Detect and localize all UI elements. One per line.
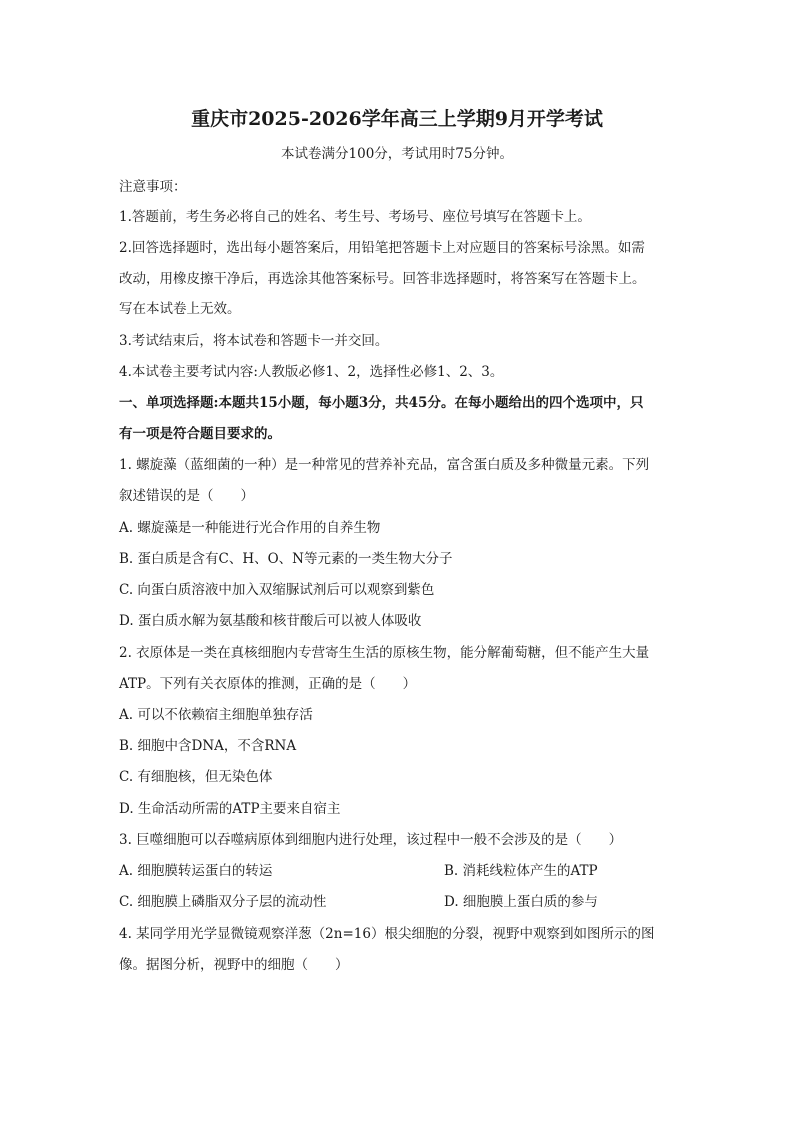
question-stem: 3. 巨噬细胞可以吞噬病原体到细胞内进行处理，该过程中一般不会涉及的是（ ） (119, 832, 623, 848)
note-item: 改动，用橡皮擦干净后，再选涂其他答案标号。回答非选择题时，将答案写在答题卡上。 (119, 271, 646, 287)
question-option: B. 消耗线粒体产生的ATP (444, 863, 598, 879)
question-option: D. 生命活动所需的ATP主要来自宿主 (119, 801, 341, 817)
question-stem: 1. 螺旋藻（蓝细菌的一种）是一种常见的营养补充品，富含蛋白质及多种微量元素。下列 (119, 457, 650, 473)
question-option: C. 细胞膜上磷脂双分子层的流动性 (119, 894, 327, 910)
question-stem: 4. 某同学用光学显微镜观察洋葱（2n=16）根尖细胞的分裂，视野中观察到如图所示的图 (119, 926, 655, 942)
question-option: A. 细胞膜转运蛋白的转运 (119, 863, 273, 879)
question-stem: 2. 衣原体是一类在真核细胞内专营寄生生活的原核生物，能分解葡萄糖，但不能产生大量 (119, 645, 650, 661)
question-option: A. 可以不依赖宿主细胞单独存活 (119, 707, 313, 723)
notes-heading: 注意事项： (119, 179, 187, 195)
question-stem: 叙述错误的是（ ） (119, 488, 254, 504)
exam-subtitle: 本试卷满分100分，考试用时75分钟。 (281, 146, 513, 162)
question-stem: 像。据图分析，视野中的细胞（ ） (119, 957, 349, 973)
question-option: C. 向蛋白质溶液中加入双缩脲试剂后可以观察到紫色 (119, 582, 435, 598)
note-item: 1.答题前，考生务必将自己的姓名、考生号、考场号、座位号填写在答题卡上。 (119, 209, 591, 225)
question-stem: ATP。下列有关衣原体的推测，正确的是（ ） (119, 676, 417, 692)
section-heading-cont: 有一项是符合题目要求的。 (119, 426, 281, 442)
question-option: D. 细胞膜上蛋白质的参与 (444, 894, 598, 910)
question-option: A. 螺旋藻是一种能进行光合作用的自养生物 (119, 520, 381, 536)
exam-title: 重庆市2025-2026学年高三上学期9月开学考试 (191, 108, 603, 130)
question-option: B. 细胞中含DNA，不含RNA (119, 738, 297, 754)
note-item: 写在本试卷上无效。 (119, 301, 241, 317)
note-item: 4.本试卷主要考试内容:人教版必修1、2，选择性必修1、2、3。 (119, 364, 504, 380)
question-option: C. 有细胞核，但无染色体 (119, 769, 273, 785)
question-option: D. 蛋白质水解为氨基酸和核苷酸后可以被人体吸收 (119, 613, 422, 629)
note-item: 2.回答选择题时，选出每小题答案后，用铅笔把答题卡上对应题目的答案标号涂黑。如需 (119, 240, 645, 256)
note-item: 3.考试结束后，将本试卷和答题卡一并交回。 (119, 333, 389, 349)
question-option: B. 蛋白质是含有C、H、O、N等元素的一类生物大分子 (119, 551, 453, 567)
section-heading: 一、单项选择题:本题共15小题，每小题3分，共45分。在每小题给出的四个选项中，只 (119, 395, 644, 411)
